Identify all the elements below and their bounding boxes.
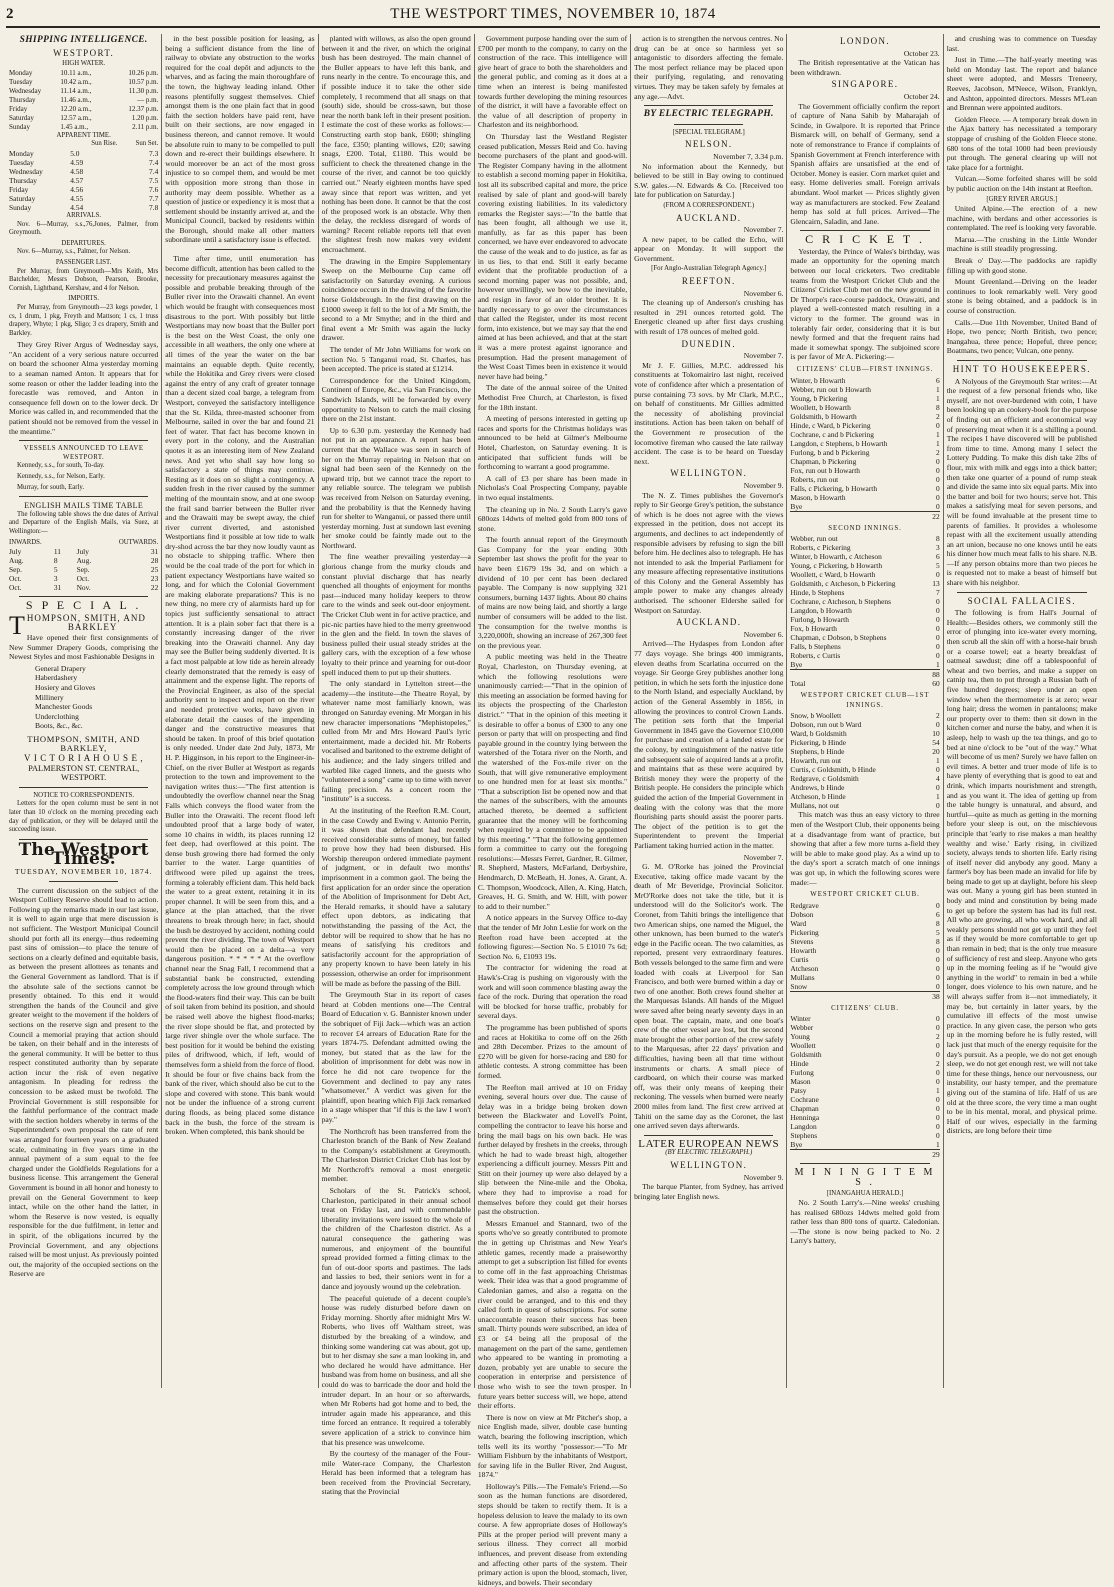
special-advertisement (9, 610, 159, 783)
telegram-text: Arrived—The Hydaspes from London after 77 days voyage. She brings 400 immigrants, eleven deaths from Scarlatina occurred on the voyage. Sir George Grey publishes another long petition, in which he sets forth the injustice done to the North Island, and especially Auckland, by action of the General Assembly in 1856, in allowing the provinces to control Crown Lands. The petition sets forth that the Imperial Government in 1845 gave the Governor £10,000 for purchase and creation of a landed estate for the colony, by extinguishment of the native title and subsequent sale of acquired lands at a profit, and maintains that as these were acquired by British money they were the property of the British people. He considers the principle which guided the action of the Imperial Government in dealing with the colony was that the more flourishing parts should assist the poorer parts. The object of the petition is to get the Superintendent to prevent the Imperial Parliament taking hurried action in the matter. (634, 639, 784, 850)
news-paragraph: The Greymouth Star in its report of cases heard at Cobden mentions one—The Central Board of Education v. G. Bannister known under the sobriquet of Fiji Jack—which was an action to recover £4 arrears of Education Rate for the years 1874-75. Defendant admitted owing the money, but stated that as the law for the abolition of imprisonment for debt was now in force he did not care twopence for the Government and declined to pay any rates "whatsomever." A verdict was given for the plaintiff, upon hearing which Fiji Jack remarked in a stage whisper that "if this is the law I won't pay." (321, 990, 471, 1124)
telegram-date: November 6. (743, 288, 784, 298)
london-place: LONDON. (840, 36, 891, 46)
grey-river-item: They Grey River Argus of Wednesday says, "An accident of a very serious nature occurred on board the schooner Alma yesterday morning to a seaman named Anton. It appears that for some reason or other the ladder leading into the forecastle was removed, and Anton in consequence fell down on to the lower deck. Dr Morice was called in, and recommended that the patient should not be removed from the vessel in the meantime." (9, 340, 159, 436)
page-number: 2 (6, 6, 14, 22)
telegram-text: Mr J. F. Gillies, M.P.C. addressed his constituents at Tokomairiro last night, received vote of confidence after which a presentation of purse containing 73 sovs. by Mr Clark, M.P.C., on behalf of constituents. Mr Gillies admitted the necessity of abolishing provincial institutions. Action has been taken on behalf of the Government re prosecution of the locomotive fireman who caused the late railway accident. The case is to be heard on Tuesday next. (634, 360, 784, 466)
firm-name-mid: BARKLEY (67, 622, 118, 633)
score-row: Furlong 0 (790, 1068, 940, 1078)
special-heading: S P E C I A L . (25, 598, 142, 613)
arrivals-label: ARRIVALS. (66, 211, 102, 219)
goods-item: Boots, &c., &c. (35, 721, 83, 731)
column-4 (475, 34, 631, 1587)
score-row: Atcheson, b Hinde 1 (790, 792, 940, 802)
score-row: Chapman, c Dobson, b Stephens 0 (790, 633, 940, 643)
news-paragraph: A call of £3 per share has been made in Nicholas's Coal Prospecting Company, payable in two equal instalments. (477, 473, 628, 502)
score-row: Ward, b Goldsmith 10 (790, 729, 940, 739)
score-row: Winter, b Howarth, c Atcheson 6 (790, 552, 940, 562)
column-2 (162, 34, 318, 1388)
tide-row: Sunday 1.45 a.m., 2.11 p.m. (9, 122, 159, 131)
second-innings-subtotal: 88 (790, 669, 939, 679)
tide-row: Thursday 11.46 a.m., — p.m. (9, 95, 159, 104)
mail-row: Oct. 3 Oct. 23 (9, 574, 159, 584)
advertisement-continued: action is to strengthen the nervous centres. No drug can be at once so harmless yet so antagonistic to disorders affecting the female. The most perfect reliance may be placed upon their purifying, regulating, and renovating virtues. They may be taken safely by females at any age.—Advt. (634, 34, 784, 101)
mining-item: Calls.—Due 11th November, United Band of Hope, two pence; North British, two pence; Inangahua, three pence; Hopeful, three pence; Boatmans, two pence; Vulcan, one penny. (946, 317, 1097, 356)
mails-table: INWARDS. OUTWARDS. July 11 July 31 Aug. 8 Aug. 28 Sep. 5 Sep. 25 Oct. 3 Oct. 23 Oct. 31 Nov. 22 (9, 538, 159, 593)
telegram-place: DUNEDIN. (681, 338, 736, 349)
columns (6, 34, 1100, 1587)
column-1 (6, 34, 162, 1388)
divider (19, 440, 148, 441)
arrivals-text: Nov. 6—Murray, s.s.,76,Jones, Palmer, from Greymouth. (9, 220, 159, 237)
sun-row: Sunday 4.54 7.8 (9, 202, 159, 212)
score-row: Cochrane, c Atcheson, b Stephens 0 (790, 597, 940, 607)
telegram-item (634, 853, 783, 1131)
news-paragraph: The contractor for widening the road at Hawk's-Crag is pushing on vigorously with the work and will soon commence blasting away the face of the rock. During that operation the road will be blocked for horse traffic, probably for several days. (477, 963, 628, 1021)
score-row: Snow 0 (790, 981, 940, 991)
goods-item: General Drapery (35, 663, 86, 673)
telegram-list (634, 140, 783, 1130)
score-row: Mullans, not out 0 (790, 801, 940, 811)
scratch-total: 38 (790, 991, 939, 1001)
goods-item: Haberdashery (35, 673, 78, 683)
tide-row: Friday 12.20 a.m., 12.37 p.m. (9, 104, 159, 113)
telegram-place: REEFTON. (681, 276, 736, 287)
divider (19, 787, 148, 788)
score-row: Roberts, c Pickering 3 (790, 543, 940, 553)
scratch-title: WESTPORT CRICKET CLUB. (810, 891, 920, 899)
citizens-title: CITIZENS' CLUB. (831, 1004, 900, 1012)
notice-heading: NOTICE TO CORRESPONDENTS. (33, 791, 135, 799)
telegram-text: G. M. O'Rorke has joined the Provincial Executive, taking office made vacant by the death of Mr Beveridge, Provincial Solicitor. MrO'Rorke does not take the title, but it is understood will do the Solicitor's work. The Coronet, from Tahiti brings the intelligence that two American ships, one named the Miguel, the other unknown, has been burned to the water's edge in the Pacific ocean. The two calamities, as reported, present very extraordinary features. Both vessels belonged to the same firm and were loaded with coals at Liverpool for San Francisco, and both were burned within a day or two of one another. Both crews found shelter at the Marquesas Islands. All hands of the Miguel were saved after being nearly seventy days in an open boat. The captain, mate, and one boat's crew of the other vessel are lost, but the second mate brought the other portion of the crew safely to the Marquesas, after 22 days' privation and difficulties, having been all that time without instruments or charts. A small piece of cardboard, on which their course was marked off, was their only means of keeping their reckoning. The vessels when burned were nearly 2000 miles from land. The first crew arrived at Tahiti on the same day as the Coronet, the last one arrived seven days afterwards. (634, 862, 784, 1131)
score-row: Falls, c Pickering, b Howarth 0 (790, 483, 940, 493)
divider (957, 592, 1087, 593)
paper-name: The Westport Times. (18, 839, 149, 870)
news-paragraph: A notice appears in the Survey Office to-day that the tender of Mr John Leslie for work on the Reefton road have been accepted at the following figures:—Section No. 5 £1010 7s 6d; Section No. 6, £1093 19s. (477, 913, 628, 961)
score-row: Howarth, run out 1 (790, 756, 940, 766)
score-row: Mason 0 (790, 1077, 940, 1087)
port-heading: WESTPORT. (53, 47, 115, 58)
imports-label: IMPORTS. (68, 295, 100, 303)
news-paragraph: By the courtesy of the manager of the Four-mile Water-race Company, the Charleston Herald has been informed that a telegram has been received from the Provincial Secretary, stating that the Provincial (321, 1449, 471, 1497)
later-news-sub: (BY ELECTRIC TELEGRAPH.) (665, 1149, 753, 1157)
mails-heading: ENGLISH MAILS TIME TABLE (24, 501, 144, 511)
divider (644, 1135, 773, 1136)
score-row: Winter, b Howarth 6 (790, 375, 940, 385)
street-address: PALMERSTON ST. CENTRAL, (28, 763, 140, 773)
mining-items (947, 55, 1097, 193)
mail-row: Oct. 31 Nov. 22 (9, 583, 159, 593)
news-paragraph: The fourth annual report of the Greymouth Gas Company for the year ending 30th September last shows the profit for the year to have been £1679 19s 3d, and on which a dividend of 10 per cent has been declared payable. The Company is now supplying 321 consumers, burning 1437 lights. About 80 chains of mains are now being laid, and shortly a large number of consumers will be added to the list. The consumption for the twelve months is 3,220,000ft, showing an increase of 267,300 feet on the previous year. (477, 535, 628, 650)
telegram-item (634, 202, 783, 274)
mining-continued: and crushing was to commence on Tuesday last. (946, 34, 1097, 53)
victoria-house: V I C T O R I A H O U S E , (24, 753, 144, 764)
divider (205, 249, 274, 250)
telegram-place: NELSON. (684, 139, 733, 150)
score-row: Furlong, b Howarth 0 (790, 615, 940, 625)
divider (19, 596, 148, 597)
mail-row: Aug. 8 Aug. 28 (9, 556, 159, 566)
sun-table: Sun Rise. Sun Set. Monday 5.0 7.3 Tuesday 4.59 7.4 Wednesday 4.58 7.4 Thursday 4.57 7.5 Friday 4.56 7.6 Saturday 4.55 7.7 Sunday 4.54 7.8 (9, 140, 159, 212)
score-row: Fox, b Howarth 0 (790, 624, 940, 634)
mining-item: Just in Time.—The half-yearly meeting was held on Monday last. The report and balance sheet were adopted, and Messrs Treneery, Reeves, Jacobson, M'Neece, Wilson, Franklyn, and Ashton, appointed directors. Messrs M'Lean and Brennan were appointed auditors. (946, 55, 1097, 113)
scratch-table (790, 901, 939, 991)
news-paragraph: Government purpose handing over the sum of £700 per month to the company, to carry on the construction of the race. This intelligence will give heart of grace to both the shareholders and the general public, and coming as it does at a time when an interest is being manifested towards further developing the mining resources of the district, it will have a favorable effect on the value of all description of property in Charleston and its neighborhood. (477, 34, 628, 130)
score-row: Roberts, c Curtis 0 (790, 651, 940, 661)
departures-label: DEPARTURES. (61, 239, 106, 247)
mining-item: Mount Greenland.—Driving on the leader continues to look remarkably well. Very good stone is being obtained, and a paddock is in course of construction. (946, 277, 1097, 316)
score-row: Pickering 5 (790, 927, 940, 937)
score-row: Furlong, b and b Pickering 2 (790, 447, 940, 457)
mining-heading: M I N I N G I T E M S . (794, 1167, 936, 1188)
telegram-note: (FROM A CORRESPONDENT.) (663, 201, 755, 209)
telegram-item (634, 340, 783, 467)
score-row: Stephens 0 (790, 1131, 940, 1141)
vessels-heading: VESSELS ANNOUNCED TO LEAVE WESTPORT. (23, 445, 144, 461)
second-innings-title: SECOND INNINGS. (828, 524, 902, 532)
sun-row: Wednesday 4.58 7.4 (9, 166, 159, 176)
second-innings-table (790, 534, 939, 669)
imports-text: Per Murray, from Greymouth—23 kegs powder, 1 cs, 1 drum, 1 pkg, Freyth and Mattson; 1 cs, 1 truss drapery, Whyte; 1 pkg, Sligo; 3 cs drapery, Smith and Barkley. (9, 303, 159, 337)
mining-item: United Alpine.—The erection of a new machine, with berdans and other accessories is contemplated. The reef is looking very favorable. (946, 204, 1097, 233)
score-row: Henninga 0 (790, 1113, 940, 1123)
firm-name-top: HOMPSON, SMITH, AND (26, 612, 146, 623)
score-row: Mason, b Howarth 0 (790, 492, 940, 502)
first-innings-title: CITIZENS' CLUB—FIRST INNINGS. (796, 366, 934, 373)
tide-row: Wednesday 11.14 a.m., 11.30 p.m. (9, 86, 159, 95)
departures-text: Nov. 6—Murray, s.s., Palmer, for Nelson. (17, 248, 131, 256)
telegraph-heading: BY ELECTRIC TELEGRAPH. (643, 109, 774, 120)
news-paragraph: Correspondence for the United Kingdom, Continent of Europe, &c., via San Francisco, the Sandwich Islands, will be forwarded by every opportunity to Nelson to catch the mail closing there on the 21st instant. (321, 375, 471, 424)
goods-item: Millinery (35, 692, 64, 702)
news-paragraph: The peaceful quietude of a decent couple's house was rudely disturbed before dawn on Friday morning. Shortly after midnight Mrs W. Roberts, who lives off Waltham street, was disturbed by the breaking of a window, and thinking some wandering cat was about, got up, but to her dismay she saw a man looking in, and who declared he would have admittance. Her husband was from home on business, and all she could do was to barricade the door and hold the intruder depart. In an hour or so afterwards, when Mr Roberts had got home and to bed, the intruder again made his appearance, and this time forced an entrance. It required a tolerably severe application of a strick to convince him that his presence was unwelcome. (321, 1293, 471, 1447)
later-news-place: WELLINGTON. (670, 1159, 748, 1170)
news-paragraph: The date of the annual soiree of the United Methodist Free Church, at Charleston, is fixed for the 18th instant. (477, 383, 628, 412)
score-row: Stevens 8 (790, 936, 940, 946)
score-row: Howarth 0 (790, 945, 940, 955)
cricket-report: Yesterday, the Prince of Wales's birthday, was made an opportunity for the opening match between our local cricketers. Two creditable teams from the Westport Cricket Club and the Citizens' Cricket Club met on the new ground in Dr Thorpe's race-course paddock, Orawaiti, and played a well-contested match resulting in a victory to the former. The ground was in tolerably fair order, considering that it is but newly formed and that the frequent rains had made it somewhat spongy. The subjoined score is per favor of Mr A. Pickering:— (790, 246, 940, 362)
divider (957, 360, 1087, 361)
news-paragraph: The cleaning up in No. 2 South Larry's gave 680ozs 14dwts of melted gold from 800 tons of stone. (477, 504, 628, 533)
citizens-total: 29 (790, 1149, 939, 1159)
score-row: Webber, run out 8 (790, 534, 940, 544)
mail-row: Sep. 5 Sep. 25 (9, 565, 159, 575)
sun-row: Monday 5.0 7.3 (9, 148, 159, 158)
telegram-date: November 7. (743, 351, 784, 361)
score-row: Young, c Pickering, b Howarth 5 (790, 561, 940, 571)
divider (49, 881, 118, 882)
sun-row: Saturday 4.55 7.7 (9, 193, 159, 203)
score-row: Langdon 0 (790, 1122, 940, 1132)
divider (19, 496, 148, 497)
score-row: Ward 8 (790, 918, 940, 928)
column-7 (944, 34, 1100, 1388)
mail-row: July 11 July 31 (9, 547, 159, 557)
news-paragraph: planted with willows, as also the open ground between it and the river, on which the original bush has been destroyed. The main channel of the Buller appears to have left this bank, and runs nearly in the centre. To encourage this, and if possible induce it to take the other side completely, I recommend that all snags on that (south) side, should be cross-sawn, but those near the north bank left in their present position. I estimate the cost of these works as follows:—Constructing earth stop bank, £600; shingling the face, £350; planting willows, £20; sawing snags, £200. Total, £1180. This would be sufficient to check the threatened change in the course of the river, and cannot be too quickly carried out." Nearly eighteen months have sped away since that report was written, and yet nothing has been done. It cannot be that the cost of the proposed work is an obstacle. Why then the delay, the reckless disregard of words of warning? Recent reliable reports tell that even the slightest fresh now makes very evident encroachment. (321, 34, 471, 255)
column-5 (631, 34, 787, 1388)
cricket-heading: C R I C K E T . (805, 232, 925, 247)
social-text: The following is from Hall's Journal of Health:—Besides others, we commonly still the error of plunging into ice-water every morning, then scrub all the skin off with a horse-hair brush or a coarse towel; eat a hearty breakfast of oatmeal sawdust; dine off a tablespoonful of wheat and two berries, and make a supper on catnip tea, then to put through a Russian bath of five hundred degrees; sleep under an open window when the thermometer is at zero; wear long hair; dress the women in pantaloons; make our property over to them: then sit down in the kitchen corner and nurse the baby, and when it is asleep, help to wash up the tea things, and go to bed at nine o'clock to be "out of the way." What will become of us men? Surely we have fallen on evil times. A better and truer mode of life is to have plenty of everything that is good to eat and drink, which imparts nourishment and strength, and as you want it. The idea of getting up from the table hungry is unnatural, and absurd, and hurtful—quite as much as getting in the morning before your sleep is out, on the mischievous principle that 'early to rise makes a man healthy wealthy and wise.' Early rising, in civilized society, always tends to shorten life. Early rising of itself never did anybody any good. Many a farmer's boy has been made an invalid for life by being made to get up at daylight, before his sleep was out. Many a young girl has been stunted in body and mind and constitution by being made to get up before the system has had its full rest. All who are growing, all who work hard, and all weakly persons should not get up until they feel as if they would be more comfortable to get up than remain in bed; that is the only true measure of sufficiency of rest and sleep. Anyone who gets up in the morning feeling as if he "would give anything in the world" to remain in bed a while longer, does violence to his own nature, and he will always suffer from it—not immediately, it may be, but certainly in latter years, by the cumulative ill effects of the most unwise practice. In any given case, the person who gets up in the morning before he is fully rested, will lack just that much of the energy requisite for the day's pursuit. As a people, we do not get enough sleep, we do not get enough rest, we will not take time for these things, hence our nervousness, our instability, our hasty temper, and the premature giving out of the stamina of life. Half of us are old at the three score, the very time a man ought to be in his mental, moral, and physical prime. Half of our wives, especially in the farming districts, are long before their time (946, 608, 1097, 1136)
hint-heading: HINT TO HOUSEKEEPERS. (952, 364, 1091, 374)
firm-name-bottom: THOMPSON, SMITH, AND BARKLEY, (27, 733, 141, 754)
goods-list (9, 664, 158, 731)
news-paragraph: At the instituting of the Reefton R.M. Court, in the case Cowdy and Ewing v. Antonio Perrin, it was shown that defendant had recently received considerable sums of money, but failed to prove how they had been disbursed. His Worship thereupon ordered immediate payment of judgment, or in default two months' imprisonment in a common gaol. The being the first application for an order since the operation of the Abolition of Imprisonment for Debt Act, the Herald remarks, it should have a salutary effect upon debtors, as indicating that notwithstanding the passing of the Act, the debtor will be required to show that he has no means of satisfying his creditors and satisfactorily account for the appropriation of any property known to have been lately in his possession, otherwise an order for imprisonment will be made as before the passing of the Bill. (321, 805, 471, 988)
score-row: Goldsmith, c Atcheson, b Pickering 13 (790, 579, 940, 589)
wcc-innings-title: WESTPORT CRICKET CLUB—1ST INNINGS. (800, 692, 930, 709)
telegram-date: November 7, 3.34 p.m. (713, 151, 784, 161)
score-row: Woollett 0 (790, 1041, 940, 1051)
score-row: Woollett, c Ward, b Howarth 0 (790, 570, 940, 580)
notice-text: Letters for the open column must be sent in not later than 10 o'clock on the morning preceding each day of publication, or they will be delayed until the succeeding issue. (9, 800, 159, 834)
score-row: Curtis 0 (790, 954, 940, 964)
mining-items-argus (947, 204, 1097, 356)
news-paragraph: A meeting of persons interested in getting up races and sports for the Christmas holidays was announced to be held at Gilmer's Melbourne Hotel, Charleston, on Saturday evening. It is anticipated that sufficient funds will be forthcoming to warrant a good programme. (477, 414, 628, 472)
divider (644, 105, 773, 106)
high-water-label: HIGH WATER. (62, 60, 106, 68)
news-paragraph: The Reefton mail arrived at 10 on Friday evening, several hours over due. The cause of delay was in a bridge being broken down between the Blackwater and Lovell's Point, compelling the contractor to leave his horse and bring the mail bags on his own back. He was further delayed by freshets in the creeks, through which he had to wade breast high, altogether experiencing a difficult journey. Messrs Pitt and Stitt on their journey up were also delayed by a slip between the Nine-mile and the Oboka, where they had to improvise a road for themselves before they could get their horses past the obstruction. (477, 1082, 628, 1217)
telegram-item (634, 277, 783, 337)
later-news-heading: LATER EUROPEAN NEWS (638, 1137, 780, 1150)
goods-item: Hosiery and Gloves (35, 682, 96, 692)
leader-article: The current discussion on the subject of the Westport Colliery Reserve should lead to action. Following up the remarks made in our last issue, it is well to again urge that mere discussion is not sufficient. The Westport Municipal Council should put forth all its energy—thus redeeming past sins of omission—to place the tenure of sections on a clearly defined and equitable basis, as between the present allottees as tenants and the General Government as landlord. That is if the absolute sale of the sections cannot be presently obtained. To this end it would strengthen the hands of the Council and give greater weight to the movement if the holders of sections on the reserve sign and present to the Council a memorial praying that action should be taken, on their behalf and in the interests of the general community. It will be better to thus respect constituted authority than by separate action incur the risk of even negative antagonism. In pleading for redress the concession to be asked must be twofold. The Provincial Government is still responsible for the faithful performance of the contract made with the section holders whereby in terms of the Superintendent's own proposal the rate of rent was arranged for fourteen years on a graduated scale, culminating in five years time in the annual payment of a sum equal to the fee charged under the Goldfields Regulations for a business license. This arrangement the General Government is bound in all honor and honesty to prevail on the General Government to keep intact, while on the other hand the latter, in whom the Reserve is now vested, is equally responsible for the due fulfilment, in letter and in spirit, of the obligations incurred by the Provincial Government, and any objections raised will be most unjust. As previously pointed out, the majority of the occupied sections on the Reserve are (9, 885, 159, 1279)
telegram-place: AUCKLAND. (676, 617, 742, 628)
first-innings-table (790, 376, 939, 511)
score-row: Atcheson 0 (790, 963, 940, 973)
sun-row: Tuesday 4.59 7.4 (9, 157, 159, 167)
score-row: Bye 0 (790, 501, 940, 511)
telegram-text: The cleaning up of Anderson's crushing has resulted in 291 ounces retorted gold. The Energetic cleaned up after first days crushing with result of 178 ounces of melted gold. (634, 298, 784, 337)
news-paragraph: The fine weather prevailing yesterday—a glorious change from the murky clouds and constant pluvial discharge that has nearly quenched all thoughts of enjoyment for months past—induced many holiday keepers to throw care to the winds and seek out-door enjoyment. The Cricket Club went in for active practice, and pic-nic parties have hied to the merry greenwood in the glen and the field. In town the slaves of business pulled their usual steady strides at the gallery cars, with the exception of a few whose loyalty to their prince and yearning for out-door spell induced them to put up their shutters. (321, 552, 471, 677)
news-paragraph: Messrs Emanuel and Stannard, two of the sports who've so greatly contributed to promote the in getting up Christmas and New Year's athletic games, recently made a praiseworthy attempt to get a subscription list filled for events to come off in the fast approaching Christmas week. Their idea was that a good programme of Caledonian games, and also a regatta on the river could be arranged, and to this end they called forth in quest of subscriptions. For some unaccountable reason their success has been small. Thirty pounds were subscribed, an idea of £3 or £4 being all the proposal of the management on the part of the same, gentlemen who appeared to be wanting in promoting a dozen, probably yet are unable to secure the cooperation in enterprise and persistence of those who wish to see the town prosper. In future years better success will, we hope, attend their efforts. (477, 1218, 628, 1411)
mining-text: No. 2 South Larry's.—Nine weeks' crushing has realised 680ozs 14dwts melted gold from rather less than 800 tons of quartz. Caledonian.—The stone is now being packed to No. 2 Larry's battery, (790, 1198, 940, 1246)
mining-item: Marua.—The crushing in the Little Wonder machine is still steadily progressing. (946, 234, 1097, 254)
score-row: Woollett, b Howarth 8 (790, 402, 940, 412)
argus-source: [GREY RIVER ARGUS.] (986, 195, 1058, 203)
score-row: Patsy 1 (790, 1086, 940, 1096)
later-news-date: November 9. (743, 1172, 784, 1182)
divider (674, 124, 743, 125)
score-row: Winter 0 (790, 1014, 940, 1024)
town-name: WESTPORT. (61, 773, 107, 783)
special-telegram-label: [SPECIAL TELEGRAM.] (672, 128, 745, 136)
london-text: The British representative at the Vatican has been withdrawn. (790, 58, 940, 77)
telegram-place: WELLINGTON. (670, 468, 748, 479)
mails-intro: The following table shows the due dates of Arrival and Departure of the English Mails, via Suez, at Wellington:— (9, 510, 159, 535)
score-row: Pickering, b Hinde 54 (790, 738, 940, 748)
telegram-date: November 6. (743, 629, 784, 639)
vessels-list: Kennedy, s.s., for south, To-day. Kennedy, s.s., for Nelson, Early. Murray, for south, Early. (17, 462, 105, 491)
score-row: Redgrave 0 (790, 900, 940, 910)
passengers-text: Per Murray, from Greymouth—Mrs Keith, Mrs Batchelder, Messrs Dobson, Pearson, Brooke, Cornish, Lightband, Kershaw, and 4 for Nelson. (9, 267, 159, 292)
telegram-item (634, 469, 783, 615)
goods-item: Underclothing (35, 711, 79, 721)
grand-total: Total 60 (790, 679, 940, 689)
score-row: Webber 0 (790, 1023, 940, 1033)
citizens-table (790, 1014, 939, 1149)
news-paragraph: There is now on view at Mr Pitcher's shop, a nice English made, silver, double case hunting watch, bearing the following inscription, which tells well its its worthy "possessor:—"To Mr William Fishburn by the inhabitants of Westport, for saving life in the Buller River, 2nd August, 1874." (477, 1412, 628, 1480)
running-head: THE WESTPORT TIMES, NOVEMBER 10, 1874 (390, 6, 716, 22)
telegram-note: [For Anglo-Australian Telegraph Agency.] (651, 265, 767, 273)
article-paragraph: Time after time, until enumeration has become difficult, attention has been called to the necessity for precautionary measures against the possible and probable breaking through of the Buller river into the Orawaiti channel. An event which would be fraught with consequences most disastrous to the port. With possibly but little Westportians may now boast that the Buller port is the best on the West Coast, the only one accessible in all weathers, the only one where at all times of the year the water on the bar maintains an equable depth. Quite recently, while the Hokitika and Grey rivers were closed against the entry of any craft of greater tonnage than a decent sized coal barge, a telegram from Westport, conveyed the satisfactory intelligence that the St. Kilda, three-masted schooner from Melbourne, sailed in over the bar and found 21 feet of water. That fact has become known in every port in the colony, and the Australian quotes it as an interesting item of New Zealand news. And yet who shall say how long so satisfactory a state of things may continue. Resting as it does on so slight a contingency. A sudden fresh in the river caused by the summer melting of the mountain snow, and at one swoop the frail sand barrier between the Buller river and the Orawaiti may be swept away, the chief river current diverted, and astonished Westportians find it possible at low tide to walk dry-shod across the bar they now loudly vaunt as no obstacle to shipping traffic. Where then would be the coal trade of the port for which in patient expectancy Westportians have waited so long, and for which the Colonial Government are making elaborate preparations? This is no new thing, no mere cry of alarmists hard up for topics just sufficiently sensational to attract attention. It is a plain sober fact that there is a constantly increasing danger of the river breaking into the Orawaiti channel. Any day may see the Buller being suddenly diverted. It is a fact most palpable at low tide as herein already clearly demonstrated that the remedy is easy of attainment and the expense light. The reports of the Provincial Engineer, as also of the special authority sent to inspect and report on the river and needed protective works, have given in elaborate detail the causes of the impending danger and the constructive measures that should be taken. In proof of this brief quotation is only needed. Under date 2nd July, 1873, Mr H. P. Higginson, in his report to the Engineer-in-Chief, on the river Buller at Westport as regards protection to the town and improvement to the navigation writes thus:—"The first attention is undoubtedly the overflow channel near the Snag Falls which conveys the flood water from the Buller into the Orawaiti. The recent flood left undoubted proof that a large body of water, some 10 chains in width, its places running 12 feet deep, had overflowed at this point. The dense bush growing there had formed the only barrier to the water. Large quantities of driftwood were piled up against the trees, forming a tolerably efficient dam. This held back the water to a great extent, retaining it in its proper channel. It will be seen from this, and a glance at the plan attached, that the river threatens to break through here; in fact, should the bush be destroyed by accident, nothing could prevent the river dividing. The town of Westport would then be placed on a delta—a very dangerous position. * * * * * At the overflow channel near the Snag Fall, I recommend that a substantial bank be constructed, extending completely across the low ground through which the flood-waters find their way. This can be built of soil taken from behind its position, and should be raised well above the highest flood-marks; the river slope should be flat, and protected by large river shingle over the whole surface. The best position for it would be behind the existing piles of driftwood, which, if left, would of themselves form a shield from the force of flood. It should be four or five chains back from the bank of the river, which should also be cut to the slope and covered with stone. This bank would not be under the influence of a strong current during floods, as being placed some distance back in the bush, the force of the stream is broken. When completed, this bank should be (165, 254, 315, 1137)
score-row: Fox, run out b Howarth 0 (790, 465, 940, 475)
later-news-text: The barque Planter, from Sydney, has arrived bringing later English news. (634, 1182, 784, 1201)
paper-date: TUESDAY, NOVEMBER 10, 1874. (14, 867, 153, 876)
news-paragraph: Up to 6.30 p.m. yesterday the Kennedy had not put in an appearance. A report has been current that the Wallace was seen in search of her on the Murray repairing in Nelson that on signal had been seen of the Kennedy on the upward trip, but we cannot trace the report to any reliable source. The telegram we publish was received from Nelson on Saturday evening, and the probability is that the Kennedy having run for shelter to Wanganui, or passed there until yesterday morning. Just at sundown last evening her smoke could be faintly made out to the Northward. (321, 425, 471, 550)
news-paragraph: The only standard in Lyttelton street—the academy—the institute—the Theatre Royal, by whatever name most familiarly known, was thronged on Saturday evening. Mr Morgan in his new character impersonations "Mephistopeles," culled from Mr and Mrs Howard Paul's lyric entertainment, made a decided hit. Mr Roberts vocalised and baritoned to the extreme delight of his audience; and the lady singers trilled and warbled like caged linnets, and the guests who "volunteered a song" came up to time with never failing precision. As a concert room the "institute" is a success. (321, 679, 471, 804)
divider (800, 1163, 929, 1164)
telegram-date: November 7. (743, 852, 784, 862)
match-summary: This match was thus an easy victory to three men of the Westport Club, their opponents being at a disadvantage from want of practice, but showing that after a few more turns a-field they will be able to make good play. As a wind up to the day's sport a scratch match of one innings was got up, in which the following scores were made:— (790, 810, 940, 887)
score-row: Goldsmith, b Howarth 2 (790, 411, 940, 421)
apparent-time-label: APPARENT TIME. (56, 131, 111, 139)
score-row: Curtis, c Goldsmith, b Hinde 0 (790, 765, 940, 775)
news-paragraph: A public meeting was held in the Theatre Royal, Charleston, on Thursday evening, at which the following resolutions were unanimously carried:—"That in the opinion of this meeting an association be formed having for its objects the prospecting of the Charleston district." "That in the opinion of this meeting it is desirable to offer a bonus of £300 to any one person or party that will on prospecting and find payable ground in the country lying between the watershed of the Totara river on the North, and the watershed of the Fox-mile river on the South, that will give remunerative employment to one hundred men for at least six months." "That a subscription list be opened now and that the names of the subscribers, with the amounts attached thereto, be deemed a sufficient guarantee that the money will be forthcoming when required by a committee to be appointed by this meeting." "That the following gentlemen form a committee to carry out the foregoing resolutions:—Messrs Ferret, Gardner, R. Gilmer, R. Shepherd, Masters, McFarland, Derbyshire, Hendmarch, D. McBeath, H. Jones, A. Grant, A. C. Thompson, Woodcock, Allen, A. King, Hatch, Greaves, H. G. Smith, and W. Hill, with power to add to their number." (477, 652, 628, 911)
score-row: Langdon, b Howarth 0 (790, 606, 940, 616)
news-paragraph: The drawing in the Empire Supplementary Sweep on the Melbourne Cup came off satisfactorily on Saturday evening. A curious coincidence occurs in the drawing of the favorite horse Goldsbrough. In the first drawing on the £1000 sweep it fell to the lot of a Mr Smith, the second to a Mr Smythe; and in the third and final event a Mr Smith was again the lucky drawer. (321, 256, 471, 343)
telegram-date: November 7. (743, 225, 784, 235)
singapore-place: SINGAPORE. (831, 79, 899, 90)
score-row: Webber, run out b Howarth 1 (790, 384, 940, 394)
drop-cap: T (9, 610, 25, 640)
score-row: Stephens, b Hinde 20 (790, 747, 940, 757)
tide-row: Tuesday 10.42 a.m., 10.57 p.m. (9, 77, 159, 86)
score-row: Roberts, run out 0 (790, 474, 940, 484)
tide-row: Monday 10.11 a.m., 10.26 p.m. (9, 68, 159, 77)
column-3 (319, 34, 475, 1497)
telegram-item (634, 140, 783, 200)
mining-item: Vulcan.—Some forfeited shares will be sold by public auction on the 14th instant at Reefton. (946, 174, 1097, 193)
column-6 (787, 34, 943, 1388)
telegram-text: No information about the Kennedy, but believed to be still in Bay owing to continued S.W. gales.—N. Edwards & Co. [Received too late for publication on Saturday.] (634, 161, 784, 200)
news-paragraph: The Northcroft has been transferred from the Charleston branch of the Bank of New Zealand to the Company's establishment at Greymouth. The Charleston District Cricket Club has lost by Mr Northcroft's removal a most energetic member. (321, 1126, 471, 1184)
hint-text: A Nolyous of the Greymouth Star writes:—At the request of a few personal friends who, like myself, are not over-burdened with coin, I have been looking up an cookery-book for the purpose of finding out an efficient and economical way of preserving meat when it is a shilling a pound. The recipes I have discovered will be published from time to time. Among many I select the Lottery Pudding. To make this dish take 2lbs of flour, mix with milk and eggs into a thick batter; then take one quarter of a pound of rump steak and divide the same into six equal parts. Mix into the batter and boil for two hours; serve hot. This makes a satisfying meal for seven persons, and will be found invaluable at the present time to parents of families. It provides a wholesome repast with all the excitement usually attending an art union, because no one knows until he eats his dinner how much meat falls to his share. N.B.—If any person obtains more than two pieces he is requested not to make a beast of himself but share with his neighbor. (946, 376, 1097, 588)
news-paragraph: The programme has been published of sports and races at Hokitika to come off on the 26th and 28th December. Prizes to the amount of £270 will be given for horse-racing and £80 for athletic contests. A strong committee has been formed. (477, 1022, 628, 1080)
score-row: Chapman, b Pickering 0 (790, 456, 940, 466)
score-row: Dobson, run out b Ward 0 (790, 720, 940, 730)
score-row: Langdon, c Stephens, b Howarth 1 (790, 438, 940, 448)
score-row: Young 2 (790, 1032, 940, 1042)
news-paragraph: On Thursday last the Westland Register ceased publication, Messrs Reid and Co. having become purchasers of the plant and good-will. The Register Company having in the allotment to establish a second morning paper in Hokitika, lost all its subscribed capital and more, the price realised by sale of plant and good-will barely covering existing liabilities. In its valedictory remarks the Register says:—"In the battle that has been fought, all although we use it, manfully, as far as this paper has been concerned, we have ever endeavored to advocate the cause of the weak and to do justice, as far as in us lies, to that end. Still it early became evident that the profitable production of a second morning paper was not possible, and, however unwillingly, we bow to the inevitable, and resign in favor of an older brother. It is hardly necessary to go over the circumstances that called the Register, under its most recent form, into existence, but we may say that the end aimed at has been achieved, and that at the start it was a mere protest against ignorance and presumption. Had the present management of the West Coast Times been in existence it would never have had being." (477, 131, 628, 381)
score-row: Cochrane 0 (790, 1095, 940, 1105)
mining-source: [INANGAHUA HERALD.] (826, 1189, 904, 1197)
score-row: Cochrane, c and b Pickering 1 (790, 429, 940, 439)
score-row: Goldsmith 0 (790, 1050, 940, 1060)
passenger-label: PASSENGER LIST. (55, 258, 112, 266)
special-text: Have opened their first consignments of New Summer Drapery Goods, comprising the Newest Styles and most Fashionable Designs in (9, 632, 159, 662)
news-paragraph: Holloway's Pills.—The Female's Friend.—So soon as the human functions are disordered, steps should be taken to rectify them. It is a hopeless delusion to leave the malady to its own course. A few appropriate doses of Holloway's Pills at the proper period will prevent many a serious illness. They correct all morbid influences, and prevent disease from extending and affecting other parts of the system. Their primary action is upon the blood, stomach, liver, kidneys, and bowels. Their secondary (477, 1481, 628, 1587)
score-row: Redgrave, c Goldsmith 4 (790, 774, 940, 784)
score-row: Hinde, b Stephens 7 (790, 588, 940, 598)
first-innings-total: 22 (790, 511, 939, 521)
telegram-date: November 9. (743, 480, 784, 490)
social-heading: SOCIAL FALLACIES. (967, 595, 1076, 606)
tide-table (9, 69, 158, 132)
mining-item: Break o' Day.—The paddocks are rapidly filling up with good stone. (946, 256, 1097, 275)
news-paragraph: Scholars of the St. Patrick's school, Charleston, participated in their annual school treat on Friday last, and with commendable liberality invitations were issued to the whole of the children of the Charleston district. As a natural consequence the gathering was numerous, and enjoyment of the bountiful spread provided formed a fitting climax to the fun of out-door sports and pastimes. The lads and lassies to bed, their seniors went in for a dance and joyously wound up the celebration. (321, 1186, 471, 1291)
score-row: Dobson 6 (790, 909, 940, 919)
score-row: Bye 1 (790, 1140, 940, 1150)
score-row: Hinde 2 (790, 1059, 940, 1069)
score-row: Young, b Pickering 1 (790, 393, 940, 403)
mining-item: Golden Fleece. — A temporary break down in the Ajax battery has necessitated a temporary stoppage of crushing of the Golden Fleece stone. 680 tons of the total 1000 had been previously put through. The general clearing up will not take place for a fortnight. (946, 114, 1097, 172)
telegram-text: The N. Z. Times publishes the Governor's reply to Sir George Grey's petition, the substance of which is he does not agree with the views expressed in the petition, does not accept its arguments, and declines to act independently of responsible advisers by refusing to sign the bill before him. He declines also to telegraph. He has not intended to ask the Imperial Parliament for any measure affecting representative institutions of this Colony and the General Assembly has ample power to make any changes already authorised. The schooner Eldershe sailed for Westport on Saturday. (634, 490, 784, 615)
score-row: Hinde, c Ward, b Pickering 0 (790, 420, 940, 430)
divider (800, 230, 929, 231)
score-row: Mullans 0 (790, 972, 940, 982)
singapore-date: October 24. (903, 91, 940, 101)
article-paragraph: in the best possible position for leasing, as being a sufficient distance from the line of railway to obviate any obstruction to the works required for the coal depôt and adjuncts to the wharves, and as facing the main thoroughfare of the town, the highway leading inland. Other reasons plentifully suggest themselves. Chief amongst them is the one plain fact that in good faith the section holders have paid rent, have built on their sections, are now engaged in business thereon, and cannot remove. It would be absolute ruin to many to be compelled to pull down and re-erect their buildings elsewhere. It would moreover be an act of the most gross injustice to so compel them, and would be met with opposition more strong than those in authority may deem possible. Whether as a question of justice or expediency it is most that a settlement should be instantly arrived at, and the Municipal Council, backed by residents within the Borough, should make all other matters subordinate until a satisfactory issue is effected. (165, 34, 315, 245)
telegram-item (634, 618, 783, 850)
score-row: Chapman 0 (790, 1104, 940, 1114)
singapore-text: The Government officially confirm the report of capture of Nana Sahib by Maharajah of Scinde, in Gwalpore. It is reported that Prince Bismarck will, on behalf of Germany, send a note of remonstrance to France if complaints of Spanish Government at French interference with Spanish affairs are unsatisfied at the end of October. Money is easier. Corn market quiet and easy. Home deliveries small. Foreign arrivals abundant. Wool market — Prices slightly given way as manufacturers are stocked. Few Zealand hemp has sold at full prices. Arrived—The Glencairn, Saladin, and Jane. (790, 101, 940, 226)
sun-row: Thursday 4.57 7.5 (9, 175, 159, 185)
london-date: October 23. (903, 48, 940, 58)
shipping-heading: SHIPPING INTELLIGENCE. (19, 35, 148, 45)
masthead (6, 6, 1100, 28)
telegram-place: AUCKLAND. (676, 212, 742, 223)
goods-item: Manchester Goods (35, 702, 93, 712)
telegram-text: A new paper, to be called the Echo, will appear on Monday. It will support the Government. (634, 234, 784, 263)
sun-row: Friday 4.56 7.6 (9, 184, 159, 194)
tide-row: Saturday 12.57 a.m., 1.20 p.m. (9, 113, 159, 122)
score-row: Snow, b Woollett 2 (790, 711, 940, 721)
wcc-innings-table (790, 711, 939, 810)
score-row: Bye 1 (790, 660, 940, 670)
score-row: Falls, b Stephens 0 (790, 642, 940, 652)
score-row: Andrews, b Hinde 0 (790, 783, 940, 793)
news-paragraph: The tender of Mr John Williams for work on section No. 5 Tanganui road, St. Charles, has been accepted. The price is stated at £1214. (321, 345, 471, 374)
